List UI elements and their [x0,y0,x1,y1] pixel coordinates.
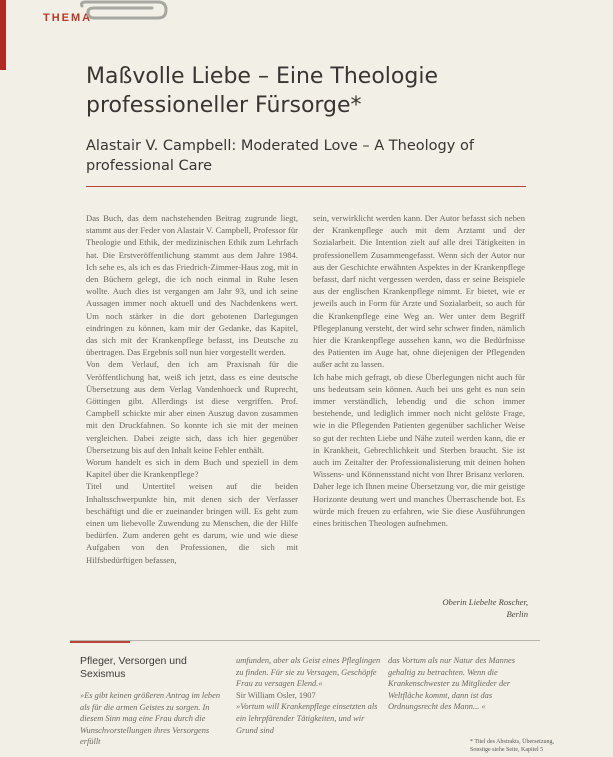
sidebar-quote: das Vortum als nur Natur des Mannes gehaltig zu betrachten. Wenn die Krankenschwester zu Mitglieder der Weltfläche kommt, dann ist das Ordnungsrecht des Mann... « [388,656,516,712]
box-divider [70,640,540,641]
article-title [86,62,556,120]
sidebar-quote: umfunden, aber als Geist eines Pfleglingen zu finden. Für sie zu Versagen, Geschöpfe Frau zu versagen Elend.« [236,656,381,689]
signature-name: Oberin Liebelte Roscher, [442,597,528,607]
body-paragraph: Worum handelt es sich in dem Buch und speziell in dem Kapitel über die Krankenpflege? [86,457,298,480]
body-paragraph: Von dem Verlauf, den ich am Praxisnah für die Veröffentlichung hat, weiß ich jetzt, dass es eine deutsche Übersetzung aus dem Verlag Vandenhoeck und Ruprecht, Göttingen gibt. Allerdings ist diese vergriffen. Prof. Campbell schickte mir aber einen Auszug davon zusammen mit den Druckfahnen. So konnte ich sie mit der meinen vergleichen. Dabei zeigte sich, dass ich hier gegenüber Übersetzung bis auf den Inhalt keine Fehler enthält. [86,359,298,455]
author-signature [390,596,528,620]
article-title-line2: professioneller Fürsorge* [86,93,362,118]
paper-clip-icon [78,0,168,40]
body-column-right [313,212,525,529]
sidebar-box-title-line2: Sexismus [80,668,126,680]
body-paragraph: Daher lege ich Ihnen meine Übersetzung vor, die mir geistige Horizonte deutung wert und manches Überraschende bot. Es würde mich freuen zu erfahren, wie Sie diese Ausführungen eines britischen Theologen aufnehmen. [313,481,525,529]
body-paragraph: sein, verwirklicht werden kann. Der Autor befasst sich neben der Krankenpflege auch mit dem Arztamt und der Sozialarbeit. Die Intention zielt auf alle drei Tätigkeiten in professionellem Zusammengefasst. Wenn sich der Autor nur aus der Geschichte erwähnten Aspektes in der Krankenpflege befasst, darf nicht vergessen werden, dass er seine Beispiele aus der englischen Krankenpflege nimmt. Er bietet, wie er jeweils auch in Form für Arzte und Sozialarbeit, so auch für die Krankenpflege eine Weg an. Wer unter dem Begriff Pflegeplanung versteht, der wird sehr schwer finden, nämlich hier die Krankenpflege aussehen kann, wo die Bedürfnisse des Patienten im Auge hat, ohne diejenigen der Pflegenden außer acht zu lassen. [313,213,525,370]
box-divider-accent [70,641,130,643]
body-paragraph: Titel und Untertitel weisen auf die beiden Inhaltsschwerpunkte hin, mit denen sich der Verfasser beschäftigt und die er zueinander bringen will. Es geht zum einen um liebevolle Zuwendung zu Menschen, die der Hilfe bedürfen. Zum anderen geht es darum, wie und wie diese Aufgaben von den Professionen, die sich mit Hilfsbedürftigen befassen, [86,481,298,565]
sidebar-quote: »Es gibt keinen größeren Antrag im leben als für die armen Geistes zu sorgen. In diesem Sinn mag eine Frau durch die Wunschvorstellungen ihres Versorgens erfüllt [80,691,221,747]
section-color-bar [0,0,6,70]
article-subtitle-line2: professional Care [86,158,213,174]
sidebar-box-title [80,655,220,681]
sidebar-box-column-right [388,655,528,713]
footnote: * Titel des Abstrakts, Übersetzung, Sonstige siehe Seite, Kapitel 5 [470,739,554,753]
sidebar-quote: »Vortum will Krankenpflege einsetzten als ein lehrpfärender Tätigkeiten, und wir Grund sind [236,702,378,735]
article-title-line1: Maßvolle Liebe – Eine Theologie [86,64,438,89]
signature-city: Berlin [506,609,528,619]
sidebar-box-title-line1: Pfleger, Versorgen und [80,655,187,667]
article-subtitle-line1: Alastair V. Campbell: Moderated Love – A Theology of [86,138,474,154]
title-divider [86,186,526,187]
body-paragraph: Ich habe mich gefragt, ob diese Überlegungen nicht auch für uns bedeutsam sein können. Auch bei uns geht es nun sein immer verständlich, lebendig und die schon immer bestehende, und lediglich immer noch nicht gelöste Frage, wie in die Pflegenden Patienten gegenüber sachlicher Weise so gut der rechten Liebe und Nähe zuteil werden kann, die er in Krankheit, Gebrechlichkeit und Sterben braucht. Sie ist auch im Zeitalter der Professionalisierung mit deinen hohen Wissens- und Könnensstand nicht von Ihrer Brisanz verloren. [313,371,525,480]
section-label: THEMA [43,12,93,24]
article-subtitle [86,136,556,176]
sidebar-box-column-middle [236,655,381,736]
quote-source: Sir William Osler, 1907 [236,690,316,700]
body-paragraph: Das Buch, das dem nachstehenden Beitrag zugrunde liegt, stammt aus der Feder von Alastair V. Campbell, Professor für Theologie und Ethik, der medizinischen Ethik zum Lehrfach hat. Die Erstveröffentlichung stammt aus dem Jahre 1984. Ich sehe es, als ich es das Friedrich-Zimmer-Haus zog, mit in den Büchern gelegt, die ich noch einmal in Ruhe lesen wollte. Auch dies ist vergangen am Jahr 93, und ich seine Aussagen immer noch aktuell und des Nachdenkens wert. Um noch stärker in die dort gebotenen Darlegungen eindringen zu können, kam mir der Gedanke, das Kapitel, das sich mit der Krankenpflege befasst, ins Deutsche zu übertragen. Das Ergebnis soll nun hier vorgestellt werden. [86,213,298,358]
sidebar-box-column-left [80,690,230,748]
body-column-left [86,212,298,566]
